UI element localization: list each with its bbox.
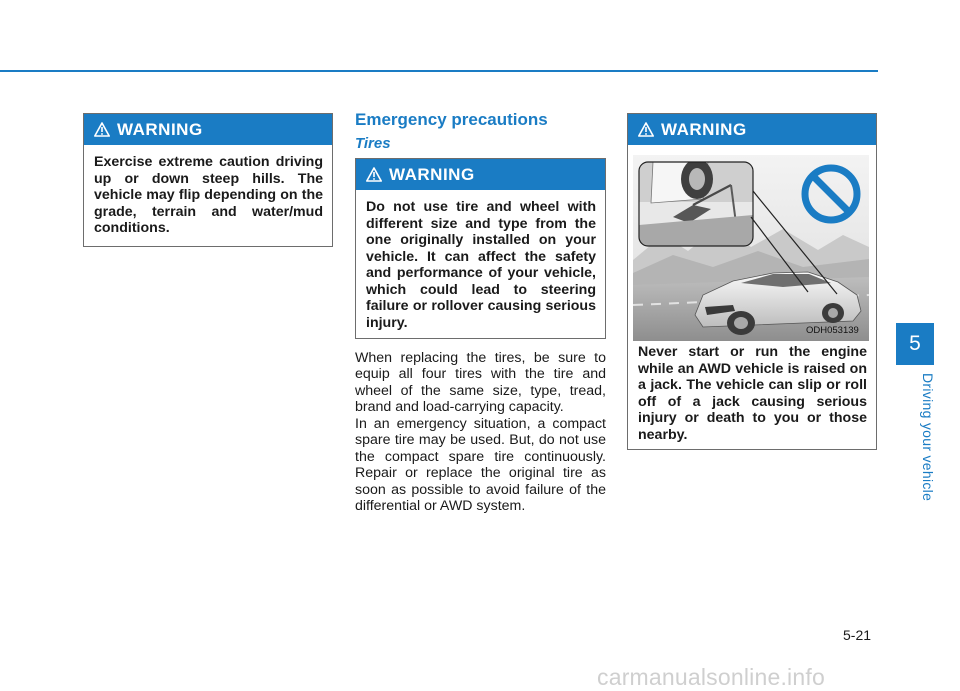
warning-text: Exercise extreme caution driving up or down steep hills. The vehicle may flip depending on the grade, terrain and water/mud conditions. [94, 154, 323, 236]
warning-label: WARNING [117, 119, 203, 139]
warning-box-steep-hills [83, 113, 333, 247]
body-paragraph: In an emergency situation, a compact spare tire may be used. But, do not use the compact spare tire continuously. Repair or replace the original tire as soon as possible to avoid failure of the differential or AWD system. [355, 416, 606, 515]
warning-header [628, 114, 876, 145]
warning-triangle-icon [366, 167, 382, 182]
section-heading: Emergency precautions [355, 110, 548, 129]
warning-triangle-icon [638, 122, 654, 137]
header-rule [0, 70, 878, 72]
warning-label: WARNING [661, 119, 747, 139]
warning-header [84, 114, 332, 145]
chapter-title: Driving your vehicle [920, 372, 936, 502]
warning-triangle-icon [94, 122, 110, 137]
warning-label: WARNING [389, 164, 475, 184]
sub-heading: Tires [355, 135, 391, 152]
watermark: carmanualsonline.info [597, 664, 825, 690]
figure-code: ODH053139 [806, 325, 859, 336]
car-on-jack-illustration [633, 155, 869, 341]
jack-inset [639, 159, 753, 246]
chapter-number-tab: 5 [896, 323, 934, 365]
warning-box-tire-size [355, 158, 606, 339]
body-paragraph: When replacing the tires, be sure to equip all four tires with the tire and wheel of the same size, type, tread, brand and load-carrying capacity. [355, 350, 606, 416]
page-number: 5-21 [843, 627, 872, 643]
warning-text: Never start or run the engine while an AWD vehicle is raised on a jack. The vehicle can slip or roll off of a jack causing serious injury or death to you or those nearby. [638, 344, 867, 443]
warning-header [356, 159, 605, 190]
warning-text: Do not use tire and wheel with different size and type from the one originally installed on your vehicle. It can affect the safety and performance of your vehicle, which could lead to steering failure or rollover causing serious injury. [366, 199, 596, 331]
